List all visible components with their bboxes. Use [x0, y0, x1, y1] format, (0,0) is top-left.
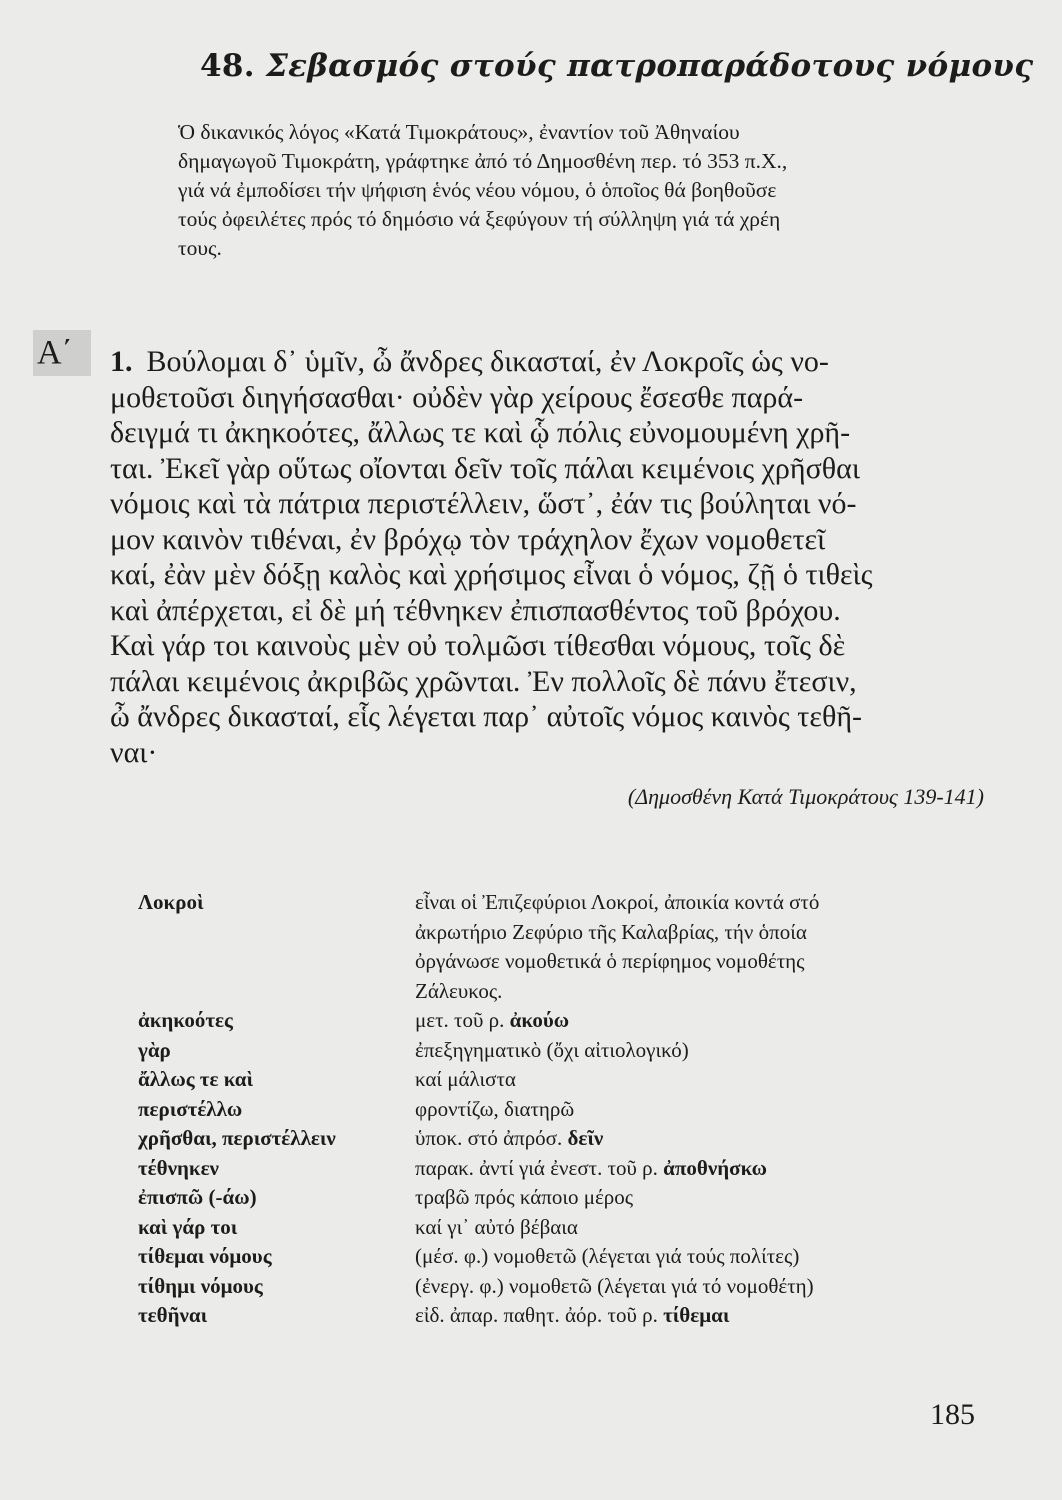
definition-text: παρακ. ἀντί γιά ἐνεστ. τοῦ ρ.	[415, 1155, 664, 1180]
passage-line: ναι·	[110, 735, 158, 769]
glossary-entry	[138, 1006, 998, 1036]
passage-line: καί, ἐὰν μὲν δόξῃ καλὸς καὶ χρήσιμος εἶναι ὁ νόμος, ζῇ ὁ τιθεὶς	[110, 558, 873, 591]
passage-line: ὦ ἄνδρες δικασταί, εἷς λέγεται παρ᾿ αὐτοῖς νόμος καινὸς τεθῆ-	[110, 700, 863, 733]
intro-line: τους.	[178, 236, 222, 260]
passage-line: ται. Ἐκεῖ γὰρ οὕτως οἴονται δεῖν τοῖς πάλαι κειμένοις χρῆσθαι	[110, 451, 860, 485]
definition-bold: ἀκούω	[509, 1008, 570, 1032]
passage-line: Βούλομαι δ᾿ ὑμῖν, ὦ ἄνδρες δικασταί, ἐν Λοκροῖς ὡς νο-	[146, 345, 829, 378]
glossary-term: τίθημι νόμους	[138, 1273, 263, 1298]
definition-text: εἰδ. ἀπαρ. παθητ. ἀόρ. τοῦ ρ.	[415, 1303, 664, 1327]
greek-passage	[110, 344, 990, 770]
intro-line: τούς ὀφειλέτες πρός τό δημόσιο νά ξεφύγουν τή σύλληψη γιά τά χρέη	[178, 207, 781, 231]
definition-text: ὑποκ. στό ἀπρόσ.	[415, 1126, 568, 1150]
section-marker: Α΄	[33, 330, 91, 376]
glossary-term: ἐπισπῶ (-άω)	[138, 1185, 257, 1209]
intro-line: Ὁ δικανικός λόγος «Κατά Τιμοκράτους», ἐναντίον τοῦ Ἀθηναίου	[178, 120, 740, 144]
passage-line: νόμοις καὶ τὰ πάτρια περιστέλλειν, ὥστ᾿, ἐάν τις βούληται νό-	[110, 487, 857, 520]
passage-line: πάλαι κειμένοις ἀκριβῶς χρῶνται. Ἐν πολλοῖς δὲ πάνυ ἔτεσιν,	[110, 664, 857, 698]
glossary-term: ἄλλως τε καὶ	[138, 1067, 253, 1091]
chapter-heading	[200, 48, 1034, 84]
definition-bold: δεῖν	[567, 1126, 604, 1150]
glossary-term: χρῆσθαι, περιστέλλειν	[138, 1126, 336, 1150]
definition-text: φροντίζω, διατηρῶ	[415, 1096, 575, 1121]
chapter-title: Σεβασμός στούς πατροπαράδοτους νόμους	[265, 48, 1034, 84]
glossary-entry	[138, 1183, 998, 1213]
passage-line: Καὶ γάρ τοι καινοὺς μὲν οὐ τολμῶσι τίθεσθαι νόμους, τοῖς δὲ	[110, 629, 846, 662]
glossary-term: γὰρ	[138, 1037, 171, 1062]
glossary-term: περιστέλλω	[138, 1096, 243, 1121]
intro-paragraph	[178, 118, 978, 263]
definition-text: καί μάλιστα	[415, 1067, 516, 1091]
glossary-term: τέθνηκεν	[138, 1155, 219, 1180]
page-number: 185	[930, 1398, 975, 1431]
passage-line: μον καινὸν τιθέναι, ἐν βρόχῳ τὸν τράχηλον ἔχων νομοθετεῖ	[110, 522, 826, 556]
definition-text: καί γι᾿ αὐτό βέβαια	[415, 1214, 578, 1239]
definition-bold: τίθεμαι	[663, 1303, 730, 1327]
glossary-entry	[138, 1213, 998, 1243]
definition-line: Ζάλευκος.	[415, 978, 503, 1003]
glossary-entry	[138, 1095, 998, 1125]
passage-citation: (Δημοσθένη Κατά Τιμοκράτους 139-141)	[627, 784, 984, 809]
glossary-term: τεθῆναι	[138, 1303, 208, 1327]
glossary-entry	[138, 1301, 998, 1331]
passage-line: μοθετοῦσι διηγήσασθαι· οὐδὲν γὰρ χείρους ἔσεσθε παρά-	[110, 380, 804, 414]
passage-line: καὶ ἀπέρχεται, εἰ δὲ μή τέθνηκεν ἐπισπασθέντος τοῦ βρόχου.	[110, 593, 841, 627]
definition-text: (μέσ. φ.) νομοθετῶ (λέγεται γιά τούς πολίτες)	[415, 1244, 800, 1268]
definition-line: ἀκρωτήριο Ζεφύριο τῆς Καλαβρίας, τήν ὁποία	[415, 919, 807, 944]
definition-line: εἶναι οἱ Ἐπιζεφύριοι Λοκροί, ἀποικία κοντά στό	[415, 890, 820, 914]
glossary	[138, 888, 998, 1331]
definition-text: μετ. τοῦ ρ.	[415, 1008, 510, 1032]
glossary-definition	[415, 888, 995, 1006]
glossary-entry	[138, 1242, 998, 1272]
definition-line: ὀργάνωσε νομοθετικά ὁ περίφημος νομοθέτης	[415, 949, 805, 973]
definition-text: ἐπεξηγηματικὸ (ὄχι αἰτιολογικό)	[415, 1037, 689, 1062]
chapter-number: 48.	[200, 48, 255, 84]
intro-line: γιά νά ἐμποδίσει τήν ψήφιση ἑνός νέου νόμου, ὁ ὁποῖος θά βοηθοῦσε	[178, 178, 777, 202]
glossary-entry	[138, 1065, 998, 1095]
passage-number: 1.	[110, 345, 133, 378]
glossary-entry	[138, 888, 998, 1006]
glossary-term: καὶ γάρ τοι	[138, 1214, 238, 1239]
glossary-term: τίθεμαι νόμους	[138, 1244, 272, 1268]
definition-text: (ἐνεργ. φ.) νομοθετῶ (λέγεται γιά τό νομοθέτη)	[415, 1273, 814, 1298]
glossary-term: ἀκηκοότες	[138, 1008, 233, 1032]
glossary-term: Λοκροὶ	[138, 890, 204, 914]
glossary-entry	[138, 1036, 998, 1066]
glossary-entry	[138, 1124, 998, 1154]
passage-line: δειγμά τι ἀκηκοότες, ἄλλως τε καὶ ᾧ πόλις εὐνομουμένη χρῆ-	[110, 416, 851, 449]
intro-line: δημαγωγοῦ Τιμοκράτη, γράφτηκε ἀπό τό Δημοσθένη περ. τό 353 π.Χ.,	[178, 149, 788, 173]
glossary-entry	[138, 1154, 998, 1184]
definition-text: τραβῶ πρός κάποιο μέρος	[415, 1185, 634, 1209]
definition-bold: ἀποθνήσκω	[663, 1155, 767, 1180]
glossary-entry	[138, 1272, 998, 1302]
